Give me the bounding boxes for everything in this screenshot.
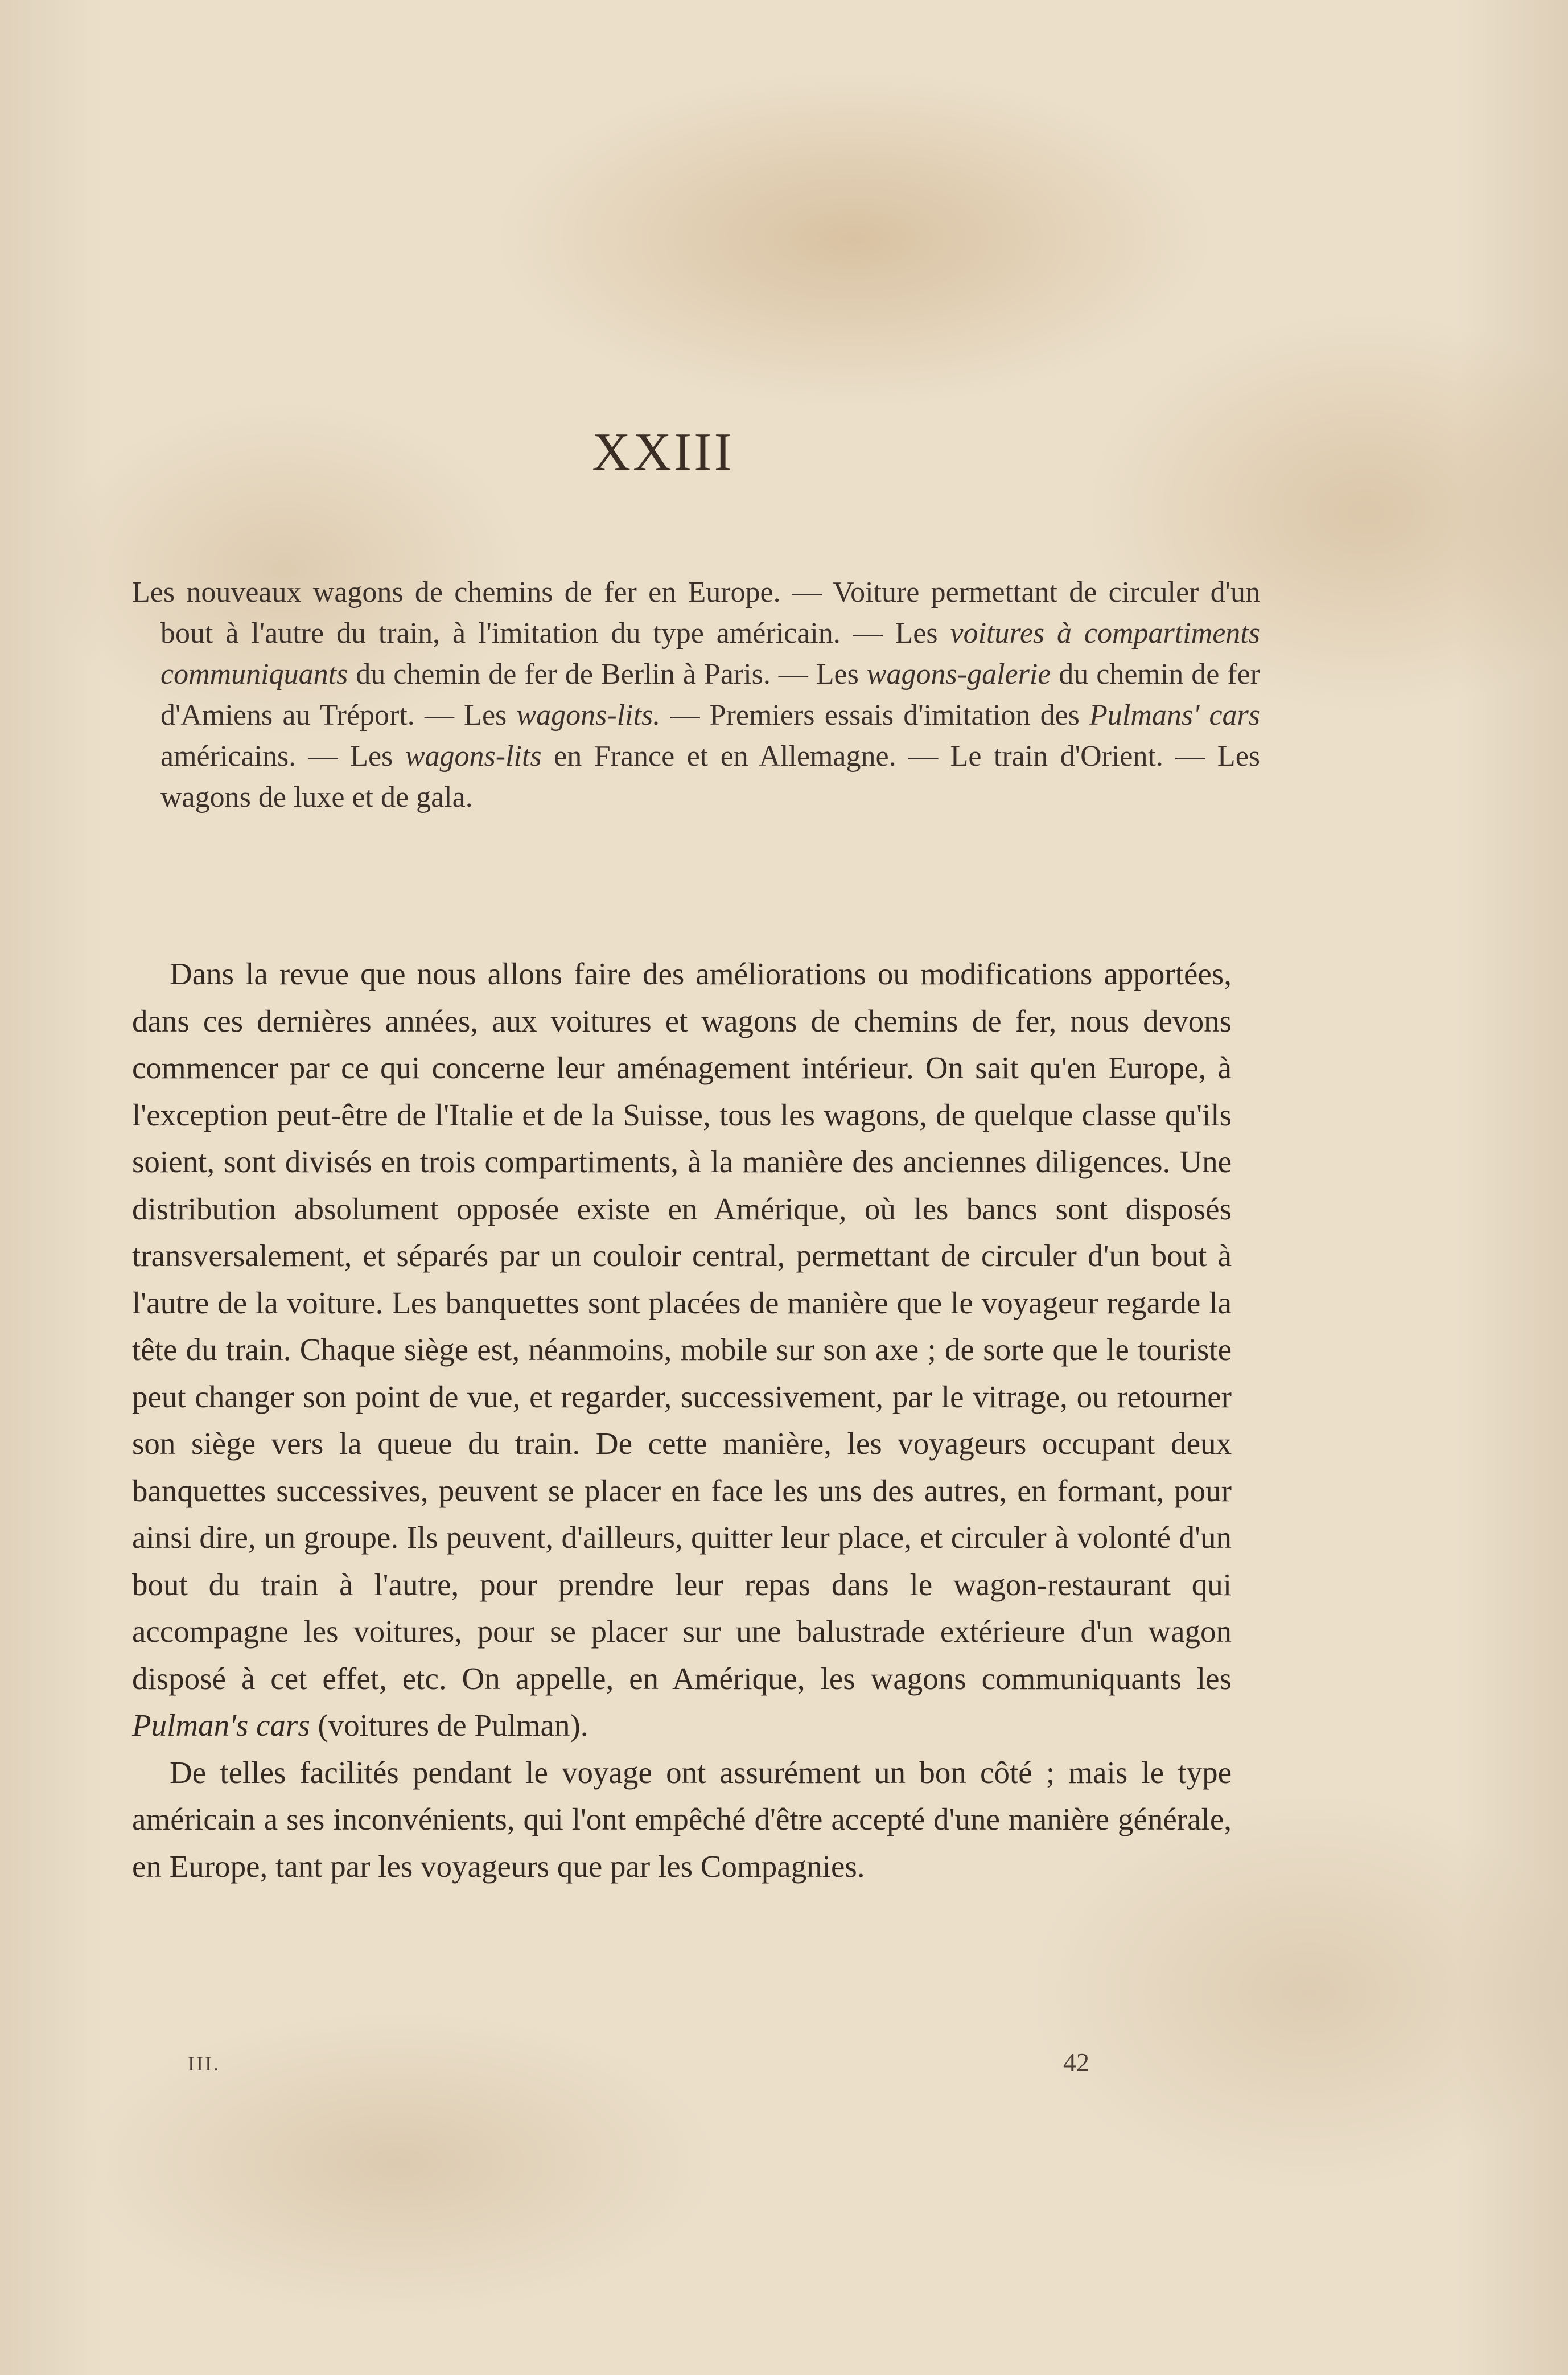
summary-text: américains. — Les — [160, 740, 405, 773]
summary-italic-term: Pulmans' cars — [1089, 699, 1261, 732]
chapter-summary — [132, 572, 1260, 818]
chapter-heading: XXIII — [592, 422, 734, 482]
summary-text: en France et en Allemagne. — Le train d'Orient. — Les wagons de luxe et de gala. — [160, 740, 1261, 813]
summary-text: — Premiers essais d'imitation des — [660, 699, 1090, 732]
volume-marker: III. — [188, 2052, 220, 2075]
summary-text: du chemin de fer d'Amiens au Tréport. — Les — [160, 658, 1260, 732]
paragraph-2: De telles facilités pendant le voyage ont assurément un bon côté ; mais le type américain a ses inconvénients, qui l'ont empêché d'être accepté d'une manière générale, en Europe, tant par les voyageurs que par les Compagnies. — [132, 1754, 1232, 1884]
body-text — [132, 951, 1232, 1890]
paragraph-1 — [132, 951, 1232, 1749]
paragraph-italic-term: Pulman's cars — [132, 1708, 310, 1743]
summary-italic-term: wagons-lits. — [516, 699, 661, 732]
paragraph-text: (voitures de Pulman). — [310, 1708, 588, 1743]
summary-text: Les nouveaux wagons de chemins de fer en Europe. — Voiture permettant de circuler d'un bout à l'autre du train, à l'imitation du type américain. — Les — [132, 576, 1260, 650]
summary-italic-term: voitures à compartiments communiquants — [160, 617, 1260, 691]
summary-italic-term: wagons-lits — [405, 740, 542, 773]
summary-italic-term: wagons-galerie — [866, 658, 1051, 691]
paragraph-text: Dans la revue que nous allons faire des améliorations ou modifications apportées, dans ces dernières années, aux voitures et wagons de chemins de fer, nous devons commencer par ce qui concerne leur aménagement intérieur. On sait qu'en Europe, à l'exception peut-être de l'Italie et de la Suisse, tous les wagons, de quelque classe qu'ils soient, sont divisés en trois compartiments, à la manière des anciennes diligences. Une distribution absolument opposée existe en Amérique, où les bancs sont disposés transversalement, et séparés par un couloir central, permettant de circuler d'un bout à l'autre de la voiture. Les banquettes sont placées de manière que le voyageur regarde la tête du train. Chaque siège est, néanmoins, mobile sur son axe ; de sorte que le touriste peut changer son point de vue, et regarder, successivement, par le vitrage, ou retourner son siège vers la queue du train. De cette manière, les voyageurs occupant deux banquettes successives, peuvent se placer en face les uns des autres, en formant, pour ainsi dire, un groupe. Ils peuvent, d'ailleurs, quitter leur place, et circuler à volonté d'un bout du train à l'autre, pour prendre leur repas dans le wagon-restaurant qui accompagne les voitures, pour se placer sur une balustrade extérieure d'un wagon disposé à cet effet, etc. On appelle, en Amérique, les wagons communiquants les — [132, 956, 1232, 1696]
summary-text: du chemin de fer de Berlin à Paris. — Les — [348, 658, 867, 691]
page-number: 42 — [1063, 2048, 1089, 2077]
